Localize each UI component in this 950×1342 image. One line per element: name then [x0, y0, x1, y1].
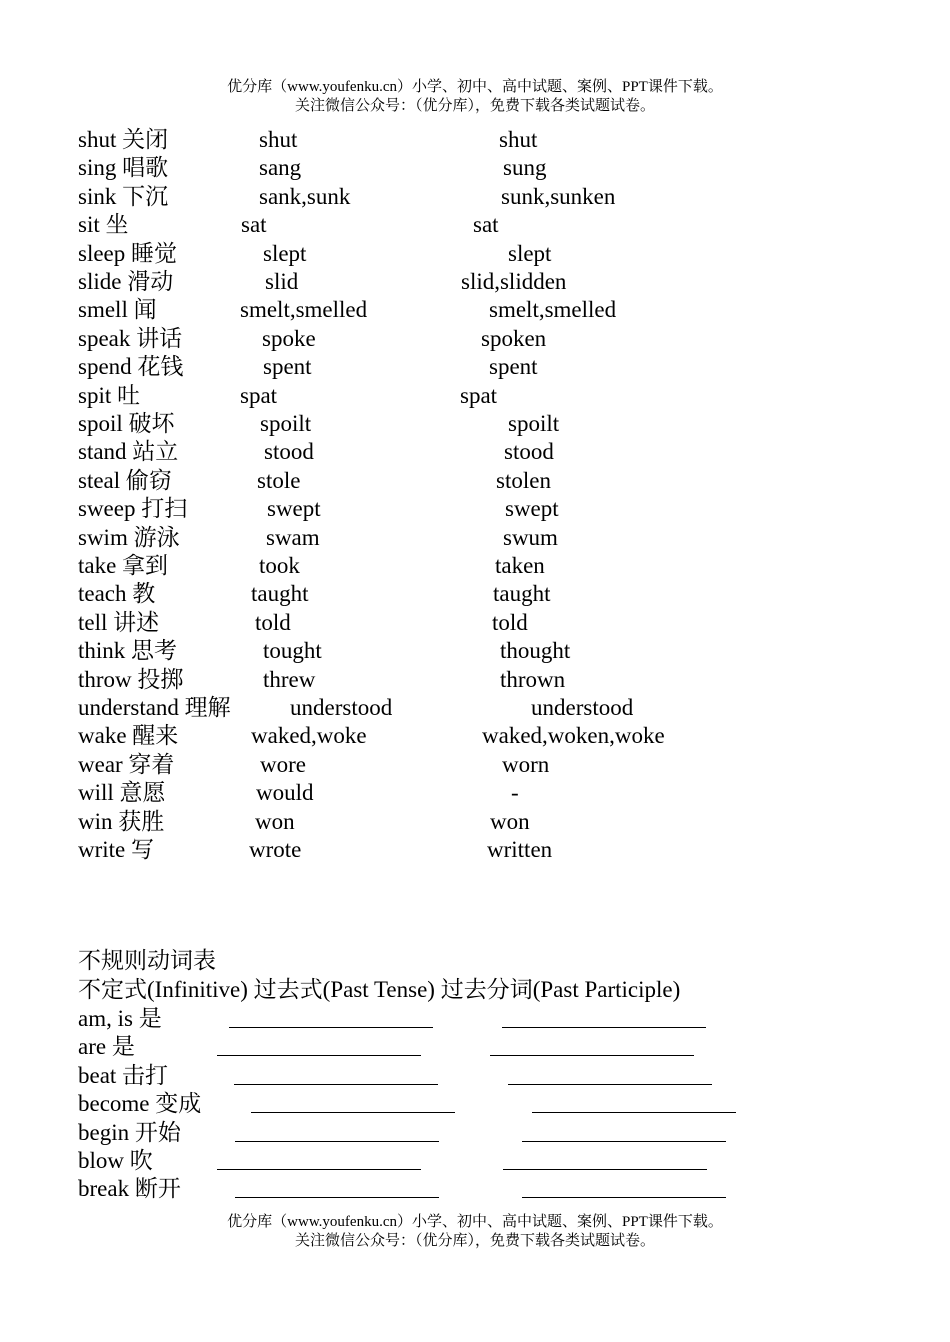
exercise-past-blank[interactable] — [217, 1055, 421, 1056]
verb-row — [0, 154, 950, 182]
verb-past: slept — [263, 240, 307, 266]
exercise-past-blank[interactable] — [251, 1112, 455, 1113]
exercise-pp-blank[interactable] — [508, 1084, 712, 1085]
verb-row — [0, 808, 950, 836]
verb-past: wrote — [249, 837, 302, 862]
verb-pp: sung — [503, 155, 547, 181]
verb-pp: spoken — [481, 325, 547, 351]
verb-pp: thrown — [500, 666, 566, 692]
verb-base: will 意愿 — [78, 780, 166, 806]
verb-base: stand 站立 — [78, 439, 179, 465]
verb-pp: worn — [502, 751, 550, 777]
page-footer — [0, 1213, 950, 1251]
exercise-row — [0, 1147, 950, 1175]
verb-past: tought — [263, 638, 322, 664]
verb-pp: thought — [500, 638, 571, 664]
verb-base: sing 唱歌 — [78, 155, 169, 181]
exercise-pp-blank[interactable] — [490, 1055, 694, 1056]
verb-row — [0, 666, 950, 694]
verb-row — [0, 268, 950, 296]
exercise-base: break 断开 — [78, 1176, 181, 1202]
verb-past: shut — [259, 127, 298, 152]
verb-past: spat — [240, 382, 278, 408]
verb-pp: swept — [505, 496, 559, 522]
exercise-pp-blank[interactable] — [522, 1197, 726, 1198]
verb-base: wake 醒来 — [78, 723, 179, 749]
verb-row — [0, 779, 950, 807]
verb-past: won — [255, 808, 295, 834]
verb-row — [0, 382, 950, 410]
verb-row — [0, 410, 950, 438]
verb-row — [0, 296, 950, 324]
verb-row — [0, 722, 950, 750]
verb-pp: taught — [493, 581, 551, 607]
exercise-base: blow 吹 — [78, 1148, 153, 1173]
exercise-row — [0, 1033, 950, 1061]
verb-base: swim 游泳 — [78, 524, 180, 550]
verb-pp: told — [492, 609, 528, 635]
exercise-base: become 变成 — [78, 1091, 202, 1117]
header-line-1: 优分库（www.youfenku.cn）小学、初中、高中试题、案例、PPT课件下载。 — [227, 79, 723, 95]
exercise-row — [0, 1175, 950, 1203]
verb-base: speak 讲话 — [78, 325, 183, 351]
verb-pp: won — [490, 808, 530, 834]
verb-base: wear 穿着 — [78, 751, 175, 777]
verb-row — [0, 438, 950, 466]
verb-past: told — [255, 609, 291, 635]
verb-pp: spent — [489, 354, 538, 380]
exercise-column-headers: 不定式(Infinitive) 过去式(Past Tense) 过去分词(Past Participle) — [78, 977, 681, 1002]
verb-base: sweep 打扫 — [78, 496, 188, 522]
verb-row — [0, 694, 950, 722]
verb-row — [0, 609, 950, 637]
footer-line-2: 关注微信公众号：（优分库），免费下载各类试题试卷。 — [294, 1233, 655, 1249]
verb-past: stood — [264, 439, 314, 465]
verb-past: slid — [265, 269, 299, 294]
verb-base: spoil 破坏 — [78, 411, 175, 436]
verb-base: steal 偷窃 — [78, 467, 172, 493]
exercise-past-blank[interactable] — [234, 1084, 438, 1085]
verb-past: swam — [266, 524, 320, 550]
verb-pp: swum — [503, 524, 558, 550]
header-line-2: 关注微信公众号：（优分库），免费下载各类试题试卷。 — [294, 98, 655, 114]
exercise-row — [0, 1119, 950, 1147]
verb-pp: - — [511, 780, 519, 806]
exercise-past-blank[interactable] — [235, 1141, 439, 1142]
verb-base: take 拿到 — [78, 553, 169, 578]
page-header — [0, 78, 950, 116]
verb-row — [0, 126, 950, 154]
verb-row — [0, 467, 950, 495]
verb-pp: understood — [531, 695, 634, 720]
verb-past: stole — [257, 467, 301, 493]
verb-past: smelt,smelled — [240, 297, 368, 323]
verb-past: wore — [260, 751, 306, 777]
verb-base: shut 关闭 — [78, 127, 169, 152]
verb-base: spit 吐 — [78, 382, 140, 408]
exercise-pp-blank[interactable] — [503, 1169, 707, 1170]
verb-pp: slid,slidden — [461, 269, 567, 294]
exercise-past-blank[interactable] — [229, 1027, 433, 1028]
verb-row — [0, 751, 950, 779]
verb-base: spend 花钱 — [78, 354, 184, 380]
verb-base: teach 教 — [78, 581, 156, 607]
verb-row — [0, 495, 950, 523]
footer-line-1: 优分库（www.youfenku.cn）小学、初中、高中试题、案例、PPT课件下载。 — [227, 1214, 723, 1230]
verb-pp: waked,woken,woke — [482, 723, 665, 749]
verb-past: threw — [263, 666, 316, 692]
exercise-base: begin 开始 — [78, 1119, 181, 1145]
verb-base: tell 讲述 — [78, 609, 160, 635]
verb-pp: shut — [499, 127, 538, 152]
verb-past: took — [259, 553, 300, 578]
verb-pp: taken — [495, 553, 545, 578]
verb-row — [0, 211, 950, 239]
exercise-pp-blank[interactable] — [502, 1027, 706, 1028]
exercise-past-blank[interactable] — [235, 1197, 439, 1198]
verb-base: slide 滑动 — [78, 269, 174, 294]
verb-row — [0, 637, 950, 665]
verb-base: sleep 睡觉 — [78, 240, 178, 266]
verb-past: sat — [241, 212, 267, 238]
exercise-base: am, is 是 — [78, 1006, 162, 1031]
verb-past: sank,sunk — [259, 183, 351, 209]
exercise-title: 不规则动词表 — [78, 948, 216, 973]
verb-base: think 思考 — [78, 638, 178, 664]
exercise-row — [0, 1005, 950, 1033]
verb-pp: stolen — [496, 467, 551, 493]
verb-row — [0, 524, 950, 552]
verb-base: write 写 — [78, 837, 155, 862]
verb-row — [0, 325, 950, 353]
verb-past: waked,woke — [251, 723, 367, 749]
verb-row — [0, 183, 950, 211]
verb-row — [0, 240, 950, 268]
verb-past: spoilt — [260, 411, 312, 436]
verb-past: understood — [290, 695, 393, 720]
verb-row — [0, 353, 950, 381]
verb-base: throw 投掷 — [78, 666, 184, 692]
verb-pp: sat — [473, 212, 499, 238]
verb-pp: spat — [460, 382, 498, 408]
exercise-pp-blank[interactable] — [532, 1112, 736, 1113]
verb-pp: sunk,sunken — [501, 183, 616, 209]
verb-pp: smelt,smelled — [489, 297, 617, 323]
verb-pp: written — [487, 837, 553, 862]
verb-row — [0, 836, 950, 864]
exercise-past-blank[interactable] — [217, 1169, 421, 1170]
verb-past: sang — [259, 155, 302, 181]
verb-past: swept — [267, 496, 321, 522]
verb-past: spoke — [262, 325, 316, 351]
verb-base: sink 下沉 — [78, 183, 169, 209]
verb-pp: slept — [508, 240, 552, 266]
exercise-base: beat 击打 — [78, 1062, 169, 1088]
verb-past: spent — [263, 354, 312, 380]
verb-base: smell 闻 — [78, 297, 157, 323]
verb-row — [0, 552, 950, 580]
exercise-base: are 是 — [78, 1034, 135, 1060]
verb-base: win 获胜 — [78, 808, 165, 834]
verb-base: sit 坐 — [78, 212, 129, 238]
verb-pp: stood — [504, 439, 554, 465]
verb-row — [0, 580, 950, 608]
verb-pp: spoilt — [508, 411, 560, 436]
exercise-row — [0, 1090, 950, 1118]
verb-past: taught — [251, 581, 309, 607]
verb-past: would — [256, 780, 314, 806]
exercise-row — [0, 1062, 950, 1090]
exercise-pp-blank[interactable] — [522, 1141, 726, 1142]
verb-base: understand 理解 — [78, 695, 231, 720]
